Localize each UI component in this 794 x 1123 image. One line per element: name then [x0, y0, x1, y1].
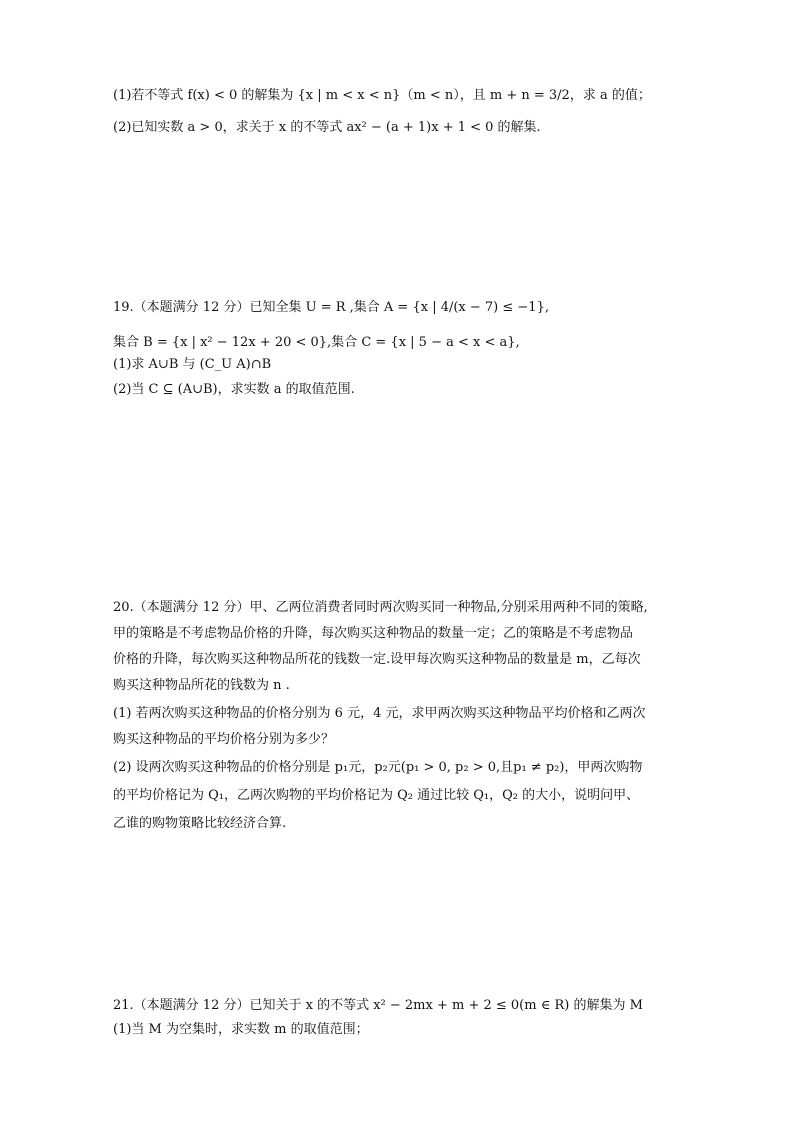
q21-line-1: 21.（本题满分 12 分）已知关于 x 的不等式 x² − 2mx + m + 2 ≤ 0(m ∈ R) 的解集为 M	[113, 998, 643, 1013]
q20-line-6: 购买这种物品的平均价格分别为多少？	[113, 732, 335, 747]
q20-line-3: 价格的升降，每次购买这种物品所花的钱数一定.设甲每次购买这种物品的数量是 m，乙每次	[113, 652, 641, 667]
q21-line-2: (1)当 M 为空集时，求实数 m 的取值范围；	[113, 1022, 369, 1037]
q20-line-2: 甲的策略是不考虑物品价格的升降，每次购买这种物品的数量一定；乙的策略是不考虑物品	[113, 626, 634, 641]
q18-part-2: (2)已知实数 a > 0，求关于 x 的不等式 ax² − (a + 1)x + 1 < 0 的解集.	[113, 120, 541, 135]
question-18-parts	[113, 86, 693, 146]
q18-part-1: (1)若不等式 f(x) < 0 的解集为 {x | m < x < n}（m < n），且 m + n = 3/2，求 a 的值；	[113, 88, 651, 103]
q20-line-7: (2) 设两次购买这种物品的价格分别是 p₁元，p₂元(p₁ > 0, p₂ > 0,且p₁ ≠ p₂)，甲两次购物	[113, 760, 643, 775]
q20-line-8: 的平均价格记为 Q₁，乙两次购物的平均价格记为 Q₂ 通过比较 Q₁，Q₂ 的大小，说明问甲、	[113, 788, 640, 803]
q20-line-4: 购买这种物品所花的钱数为 n .	[113, 678, 290, 693]
question-20	[113, 596, 693, 846]
q20-line-9: 乙谁的购物策略比较经济合算.	[113, 816, 287, 831]
q20-line-5: (1) 若两次购买这种物品的价格分别为 6 元，4 元，求甲两次购买这种物品平均价格和乙两次	[113, 706, 646, 721]
q19-line-1: 19.（本题满分 12 分）已知全集 U = R ,集合 A = {x | 4/(x − 7) ≤ −1},	[113, 300, 549, 315]
question-21	[113, 996, 693, 1046]
question-19	[113, 298, 693, 408]
q19-line-2: 集合 B = {x | x² − 12x + 20 < 0},集合 C = {x | 5 − a < x < a},	[113, 335, 520, 350]
q20-line-1: 20.（本题满分 12 分）甲、乙两位消费者同时两次购买同一种物品,分别采用两种不同的策略,	[113, 600, 648, 615]
q19-line-4: (2)当 C ⊆ (A∪B)，求实数 a 的取值范围.	[113, 382, 355, 397]
q19-line-3: (1)求 A∪B 与 (C_U A)∩B	[113, 357, 272, 372]
